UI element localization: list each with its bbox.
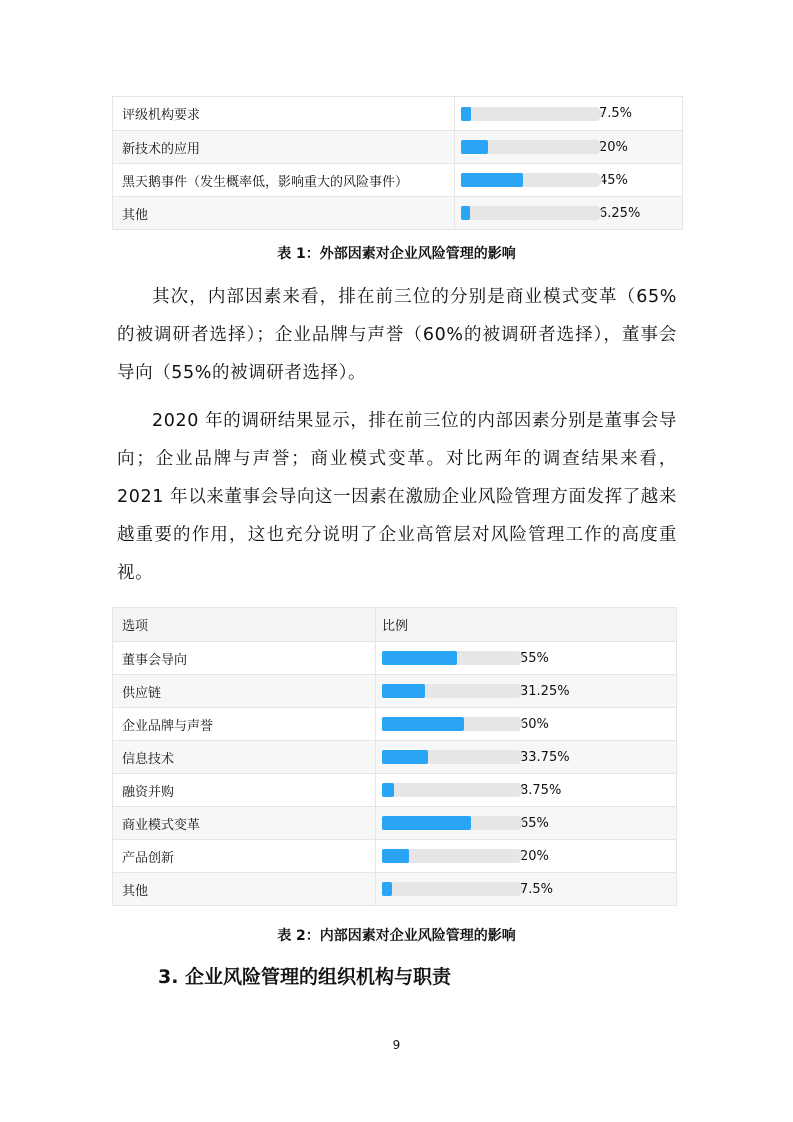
ratio-value: 6.25% [599,205,641,221]
row-label: 信息技术 [122,751,175,767]
ratio-value: 8.75% [520,782,562,798]
ratio-bar-fill [382,882,392,896]
ratio-bar [382,651,519,665]
row-label: 企业品牌与声誉 [122,718,214,734]
table-row [113,872,676,905]
ratio-bar-fill [382,750,428,764]
ratio-bar-fill [461,173,523,187]
ratio-bar-fill [461,206,470,220]
table-row [113,773,676,806]
ratio-bar [382,684,519,698]
ratio-bar [382,783,519,797]
table2-caption: 表 2：内部因素对企业风险管理的影响 [277,928,516,944]
table-row [113,839,676,872]
ratio-bar-fill [461,140,488,154]
external-factors-table [112,96,683,230]
table-row [113,97,682,130]
row-label: 其他 [122,883,149,899]
ratio-value: 60% [520,716,549,732]
ratio-bar-fill [382,717,464,731]
ratio-value: 45% [599,172,628,188]
ratio-value: 33.75% [520,749,570,765]
ratio-bar [461,107,598,121]
ratio-value: 20% [520,848,549,864]
ratio-bar [382,882,519,896]
ratio-bar [382,816,519,830]
table1-caption: 表 1：外部因素对企业风险管理的影响 [277,246,516,262]
ratio-value: 20% [599,139,628,155]
row-label: 其他 [122,207,149,223]
ratio-bar [382,717,519,731]
row-label: 新技术的应用 [122,141,201,157]
table-row [113,740,676,773]
table-row [113,674,676,707]
internal-factors-table [112,607,677,906]
row-label: 产品创新 [122,850,175,866]
ratio-bar [461,140,598,154]
ratio-bar [382,750,519,764]
ratio-bar-fill [382,651,457,665]
table-row [113,707,676,740]
ratio-value: 65% [520,815,549,831]
ratio-bar-fill [461,107,471,121]
row-label: 黑天鹅事件（发生概率低，影响重大的风险事件） [122,174,409,190]
ratio-bar [382,849,519,863]
page-number: 9 [392,1038,401,1052]
ratio-bar-fill [382,684,425,698]
row-label: 董事会导向 [122,652,188,668]
table-row [113,806,676,839]
row-label: 融资并购 [122,784,175,800]
table-row [113,196,682,229]
ratio-bar-fill [382,816,471,830]
ratio-bar-fill [382,783,394,797]
ratio-bar-fill [382,849,409,863]
ratio-bar [461,206,598,220]
table-header-row [113,608,676,641]
ratio-value: 55% [520,650,549,666]
row-label: 评级机构要求 [122,108,201,123]
ratio-bar [461,173,598,187]
header-option: 选项 [122,619,149,634]
table-row [113,641,676,674]
ratio-value: 31.25% [520,683,570,699]
table-row [113,163,682,196]
section-heading: 3. 企业风险管理的组织机构与职责 [158,966,452,988]
paragraph-internal-factors: 其次，内部因素来看，排在前三位的分别是商业模式变革（65%的被调研者选择）；企业品牌与声誉（60%的被调研者选择），董事会导向（55%的被调研者选择）。 [117,287,677,383]
row-label: 商业模式变革 [122,817,201,833]
ratio-value: 7.5% [520,881,554,897]
row-label: 供应链 [122,685,162,701]
ratio-value: 7.5% [599,106,633,121]
header-ratio: 比例 [375,608,676,641]
paragraph-2020-results: 2020 年的调研结果显示，排在前三位的内部因素分别是董事会导向；企业品牌与声誉；商业模式变革。对比两年的调查结果来看，2021 年以来董事会导向这一因素在激励企业风险管理方面发挥了越来越重要的作用，这也充分说明了企业高管层对风险管理工作的高度重视。 [117,411,677,583]
table-row [113,130,682,163]
